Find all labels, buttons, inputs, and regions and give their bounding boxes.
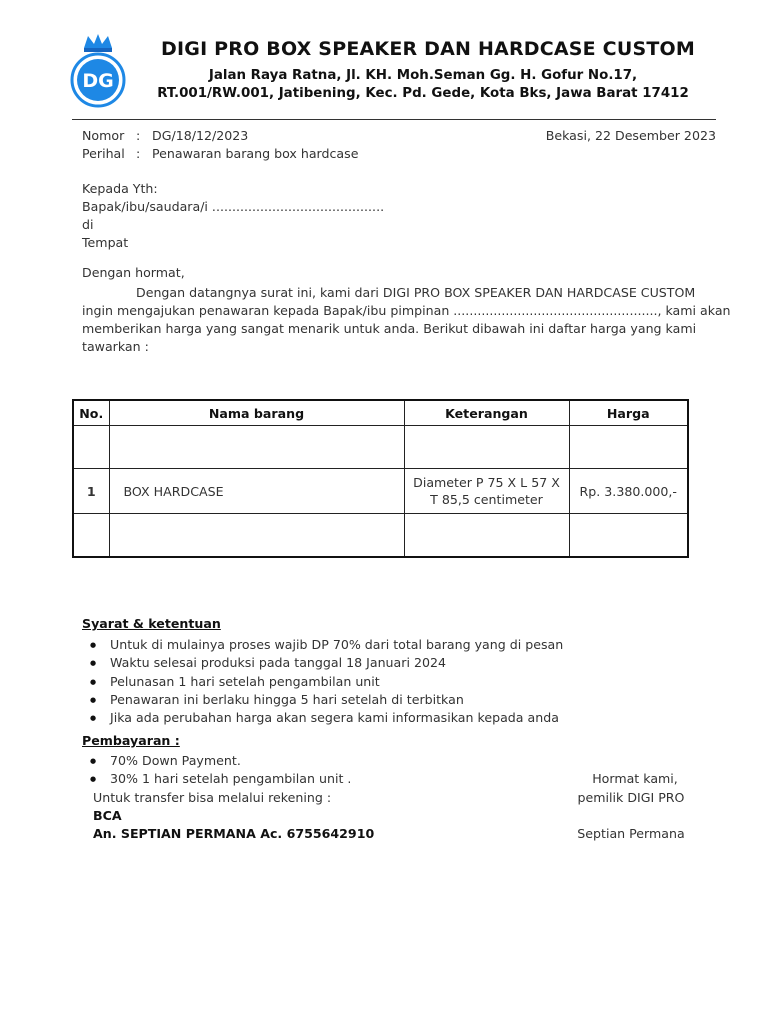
transfer-note: Untuk transfer bisa melalui rekening : <box>93 790 332 805</box>
table-row <box>73 426 688 469</box>
terms-heading: Syarat & ketentuan <box>82 616 221 631</box>
perihal-label: Perihal <box>82 146 125 161</box>
company-logo <box>70 34 126 110</box>
payment-heading: Pembayaran : <box>82 733 180 748</box>
closing-line-2: pemilik DIGI PRO <box>577 790 685 805</box>
table-cell <box>73 514 109 557</box>
table-cell <box>569 514 688 557</box>
bank-name: BCA <box>93 808 122 823</box>
payment-list <box>82 752 351 789</box>
greeting: Dengan hormat, <box>82 265 185 280</box>
perihal-value: Penawaran barang box hardcase <box>152 146 359 161</box>
list-item: ● Waktu selesai produksi pada tanggal 18 Januari 2024 <box>82 654 563 672</box>
list-item: ● 70% Down Payment. <box>82 752 351 770</box>
account-info: An. SEPTIAN PERMANA Ac. 6755642910 <box>93 826 375 841</box>
recipient-line-1: Kepada Yth: <box>82 181 158 196</box>
table-row <box>73 514 688 557</box>
recipient-line-3: di <box>82 217 94 232</box>
header-divider <box>72 119 716 120</box>
nomor-label: Nomor <box>82 128 125 143</box>
table-header-row <box>73 400 688 426</box>
list-item: ● 30% 1 hari setelah pengambilan unit . <box>82 770 351 788</box>
terms-list <box>82 636 563 727</box>
table-cell <box>73 426 109 469</box>
table-header-cell: Nama barang <box>109 400 404 426</box>
list-item: ● Untuk di mulainya proses wajib DP 70% dari total barang yang di pesan <box>82 636 563 654</box>
item-price: Rp. 3.380.000,- <box>569 469 688 514</box>
paragraph-line-4: tawarkan : <box>82 339 149 354</box>
recipient-line-2: Bapak/ibu/saudara/i ........................................... <box>82 199 385 214</box>
logo-text: DG <box>82 70 114 92</box>
table-cell <box>404 514 569 557</box>
address-line-2: RT.001/RW.001, Jatibening, Kec. Pd. Gede, Kota Bks, Jawa Barat 17412 <box>157 86 689 101</box>
paragraph-line-3: memberikan harga yang sangat menarik untuk anda. Berikut dibawah ini daftar harga yang kami <box>82 321 697 336</box>
list-item: ● Penawaran ini berlaku hingga 5 hari setelah di terbitkan <box>82 691 563 709</box>
closing-line-1: Hormat kami, <box>592 771 678 786</box>
company-name: DIGI PRO BOX SPEAKER DAN HARDCASE CUSTOM <box>161 38 695 60</box>
item-name: BOX HARDCASE <box>109 469 404 514</box>
table-header-cell: Keterangan <box>404 400 569 426</box>
item-number: 1 <box>73 469 109 514</box>
table-header-cell: Harga <box>569 400 688 426</box>
item-description: Diameter P 75 X L 57 X T 85,5 centimeter <box>404 469 569 514</box>
perihal-colon: : <box>136 146 141 161</box>
table-row <box>73 469 688 514</box>
paragraph-line-2: ingin mengajukan penawaran kepada Bapak/ibu pimpinan ..................................................., kami akan <box>82 303 731 318</box>
table-cell <box>404 426 569 469</box>
paragraph-line-1: Dengan datangnya surat ini, kami dari DIGI PRO BOX SPEAKER DAN HARDCASE CUSTOM <box>136 285 696 300</box>
table-cell <box>109 514 404 557</box>
table-cell <box>109 426 404 469</box>
price-table <box>72 399 689 558</box>
nomor-value: DG/18/12/2023 <box>152 128 249 143</box>
recipient-line-4: Tempat <box>82 235 129 250</box>
list-item: ● Pelunasan 1 hari setelah pengambilan unit <box>82 673 563 691</box>
list-item: ● Jika ada perubahan harga akan segera kami informasikan kepada anda <box>82 709 563 727</box>
nomor-colon: : <box>136 128 141 143</box>
signatory-name: Septian Permana <box>577 826 685 841</box>
table-cell <box>569 426 688 469</box>
letter-date: Bekasi, 22 Desember 2023 <box>545 128 716 143</box>
address-line-1: Jalan Raya Ratna, Jl. KH. Moh.Seman Gg. H. Gofur No.17, <box>208 68 638 83</box>
table-header-cell: No. <box>73 400 109 426</box>
